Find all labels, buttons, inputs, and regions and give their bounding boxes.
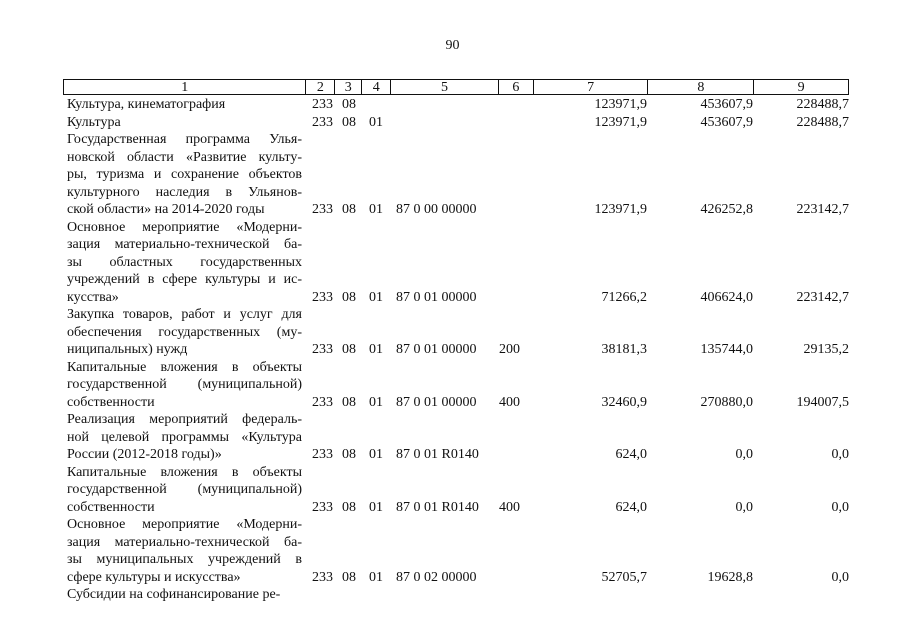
subsection-code: 01 (369, 569, 383, 585)
row-name-line: зы областных государственных (67, 254, 302, 270)
row-name-line: зы муниципальных учреждений в (67, 552, 302, 567)
amount-col-9: 194007,5 (796, 394, 849, 410)
header-col-4: 4 (362, 80, 391, 94)
amount-col-8: 0,0 (735, 447, 753, 462)
chapter-code: 233 (312, 499, 333, 515)
target-article-code: 87 0 01 00000 (396, 394, 477, 410)
amount-col-9: 223142,7 (796, 289, 849, 305)
amount-col-9: 0,0 (831, 569, 849, 585)
amount-col-9: 223142,7 (796, 202, 849, 217)
row-name-line: Реализация мероприятий федераль- (67, 412, 302, 427)
amount-col-7: 38181,3 (601, 342, 647, 357)
subsection-code: 01 (369, 114, 383, 130)
header-col-1: 1 (64, 80, 306, 94)
amount-col-8: 19628,8 (707, 569, 753, 585)
row-name-line: сфере культуры и искусства» (67, 569, 241, 585)
subsection-code: 01 (369, 202, 383, 217)
row-name-line: собственности (67, 499, 155, 515)
expense-type-code: 400 (499, 394, 520, 410)
row-name-line: собственности (67, 394, 155, 410)
section-code: 08 (342, 447, 356, 462)
target-article-code: 87 0 01 00000 (396, 289, 477, 305)
amount-col-7: 123971,9 (594, 114, 647, 130)
section-code: 08 (342, 394, 356, 410)
page-number: 90 (445, 38, 460, 53)
amount-col-7: 123971,9 (594, 97, 647, 112)
row-name-line: ниципальных) нужд (67, 342, 188, 357)
row-name-line: ной целевой программы «Культура (67, 429, 302, 445)
row-name-line: Закупка товаров, работ и услуг для (67, 307, 302, 322)
table-row (63, 96, 849, 114)
section-code: 08 (342, 202, 356, 217)
table-row (63, 131, 849, 219)
section-code: 08 (342, 289, 356, 305)
chapter-code: 233 (312, 114, 333, 130)
amount-col-7: 71266,2 (601, 289, 647, 305)
amount-col-7: 624,0 (615, 499, 647, 515)
row-name-line: зация материально-технической ба- (67, 237, 302, 252)
header-col-2: 2 (306, 80, 335, 94)
row-name (63, 131, 306, 219)
target-article-code: 87 0 00 00000 (396, 202, 477, 217)
section-code: 08 (342, 569, 356, 585)
row-name-line: зация материально-технической ба- (67, 534, 302, 550)
row-name-line: Государственная программа Улья- (67, 132, 302, 147)
header-col-7: 7 (534, 80, 649, 94)
row-name (63, 411, 306, 464)
amount-col-9: 29135,2 (803, 342, 849, 357)
row-name (63, 219, 306, 307)
target-article-code: 87 0 02 00000 (396, 569, 477, 585)
section-code: 08 (342, 97, 356, 112)
header-col-3: 3 (335, 80, 362, 94)
header-col-6: 6 (499, 80, 534, 94)
chapter-code: 233 (312, 342, 333, 357)
amount-col-8: 406624,0 (700, 289, 753, 305)
chapter-code: 233 (312, 569, 333, 585)
amount-col-9: 228488,7 (796, 114, 849, 130)
table-row (63, 516, 849, 586)
table-row (63, 411, 849, 464)
chapter-code: 233 (312, 394, 333, 410)
amount-col-9: 0,0 (831, 499, 849, 515)
subsection-code: 01 (369, 289, 383, 305)
section-code: 08 (342, 114, 356, 130)
row-name-line: Капитальные вложения в объекты (67, 464, 302, 480)
amount-col-7: 624,0 (615, 447, 647, 462)
row-name (63, 114, 306, 132)
subsection-code: 01 (369, 447, 383, 462)
row-name-line: государственной (муниципальной) (67, 377, 302, 392)
amount-col-7: 52705,7 (601, 569, 647, 585)
amount-col-8: 0,0 (735, 499, 753, 515)
target-article-code: 87 0 01 R0140 (396, 499, 479, 515)
row-name (63, 359, 306, 412)
amount-col-9: 228488,7 (796, 97, 849, 112)
section-code: 08 (342, 342, 356, 357)
subsection-code: 01 (369, 499, 383, 515)
amount-col-8: 453607,9 (700, 114, 753, 130)
row-name (63, 516, 306, 586)
expense-type-code: 400 (499, 499, 520, 515)
row-name (63, 306, 306, 359)
chapter-code: 233 (312, 447, 333, 462)
table-body (63, 96, 849, 604)
row-name-line: учреждений в сфере культуры и ис- (67, 272, 302, 287)
row-name-line: кусства» (67, 289, 119, 305)
amount-col-8: 426252,8 (700, 202, 753, 217)
row-name-line: Капитальные вложения в объекты (67, 359, 302, 375)
row-name (63, 96, 306, 114)
chapter-code: 233 (312, 97, 333, 112)
chapter-code: 233 (312, 289, 333, 305)
row-name (63, 464, 306, 517)
row-name-line: ры, туризма и сохранение объектов (67, 167, 302, 182)
target-article-code: 87 0 01 R0140 (396, 447, 479, 462)
row-name-line: ской области» на 2014-2020 годы (67, 202, 265, 217)
amount-col-8: 270880,0 (700, 394, 753, 410)
table-row (63, 114, 849, 132)
table-row (63, 219, 849, 307)
row-name (63, 586, 306, 604)
subsection-code: 01 (369, 394, 383, 410)
table-row (63, 359, 849, 412)
target-article-code: 87 0 01 00000 (396, 342, 477, 357)
amount-col-9: 0,0 (831, 447, 849, 462)
chapter-code: 233 (312, 202, 333, 217)
header-col-9: 9 (797, 80, 805, 95)
row-name-line: Субсидии на софинансирование ре- (67, 587, 281, 602)
row-name-line: Культура (67, 114, 121, 130)
row-name-line: государственной (муниципальной) (67, 482, 302, 497)
row-name-line: России (2012-2018 годы)» (67, 447, 222, 462)
amount-col-7: 123971,9 (594, 202, 647, 217)
table-header (63, 79, 849, 95)
section-code: 08 (342, 499, 356, 515)
header-col-5: 5 (391, 80, 499, 94)
amount-col-8: 453607,9 (700, 97, 753, 112)
table-row (63, 586, 849, 604)
row-name-line: обеспечения государственных (му- (67, 324, 302, 340)
row-name-line: культурного наследия в Ульянов- (67, 184, 302, 200)
amount-col-7: 32460,9 (601, 394, 647, 410)
table-row (63, 464, 849, 517)
row-name-line: Культура, кинематография (67, 97, 226, 112)
table-row (63, 306, 849, 359)
amount-col-8: 135744,0 (700, 342, 753, 357)
subsection-code: 01 (369, 342, 383, 357)
row-name-line: новской области «Развитие культу- (67, 149, 302, 165)
row-name-line: Основное мероприятие «Модерни- (67, 219, 302, 235)
header-col-8: 8 (648, 80, 754, 94)
row-name-line: Основное мероприятие «Модерни- (67, 517, 302, 532)
expense-type-code: 200 (499, 342, 520, 357)
